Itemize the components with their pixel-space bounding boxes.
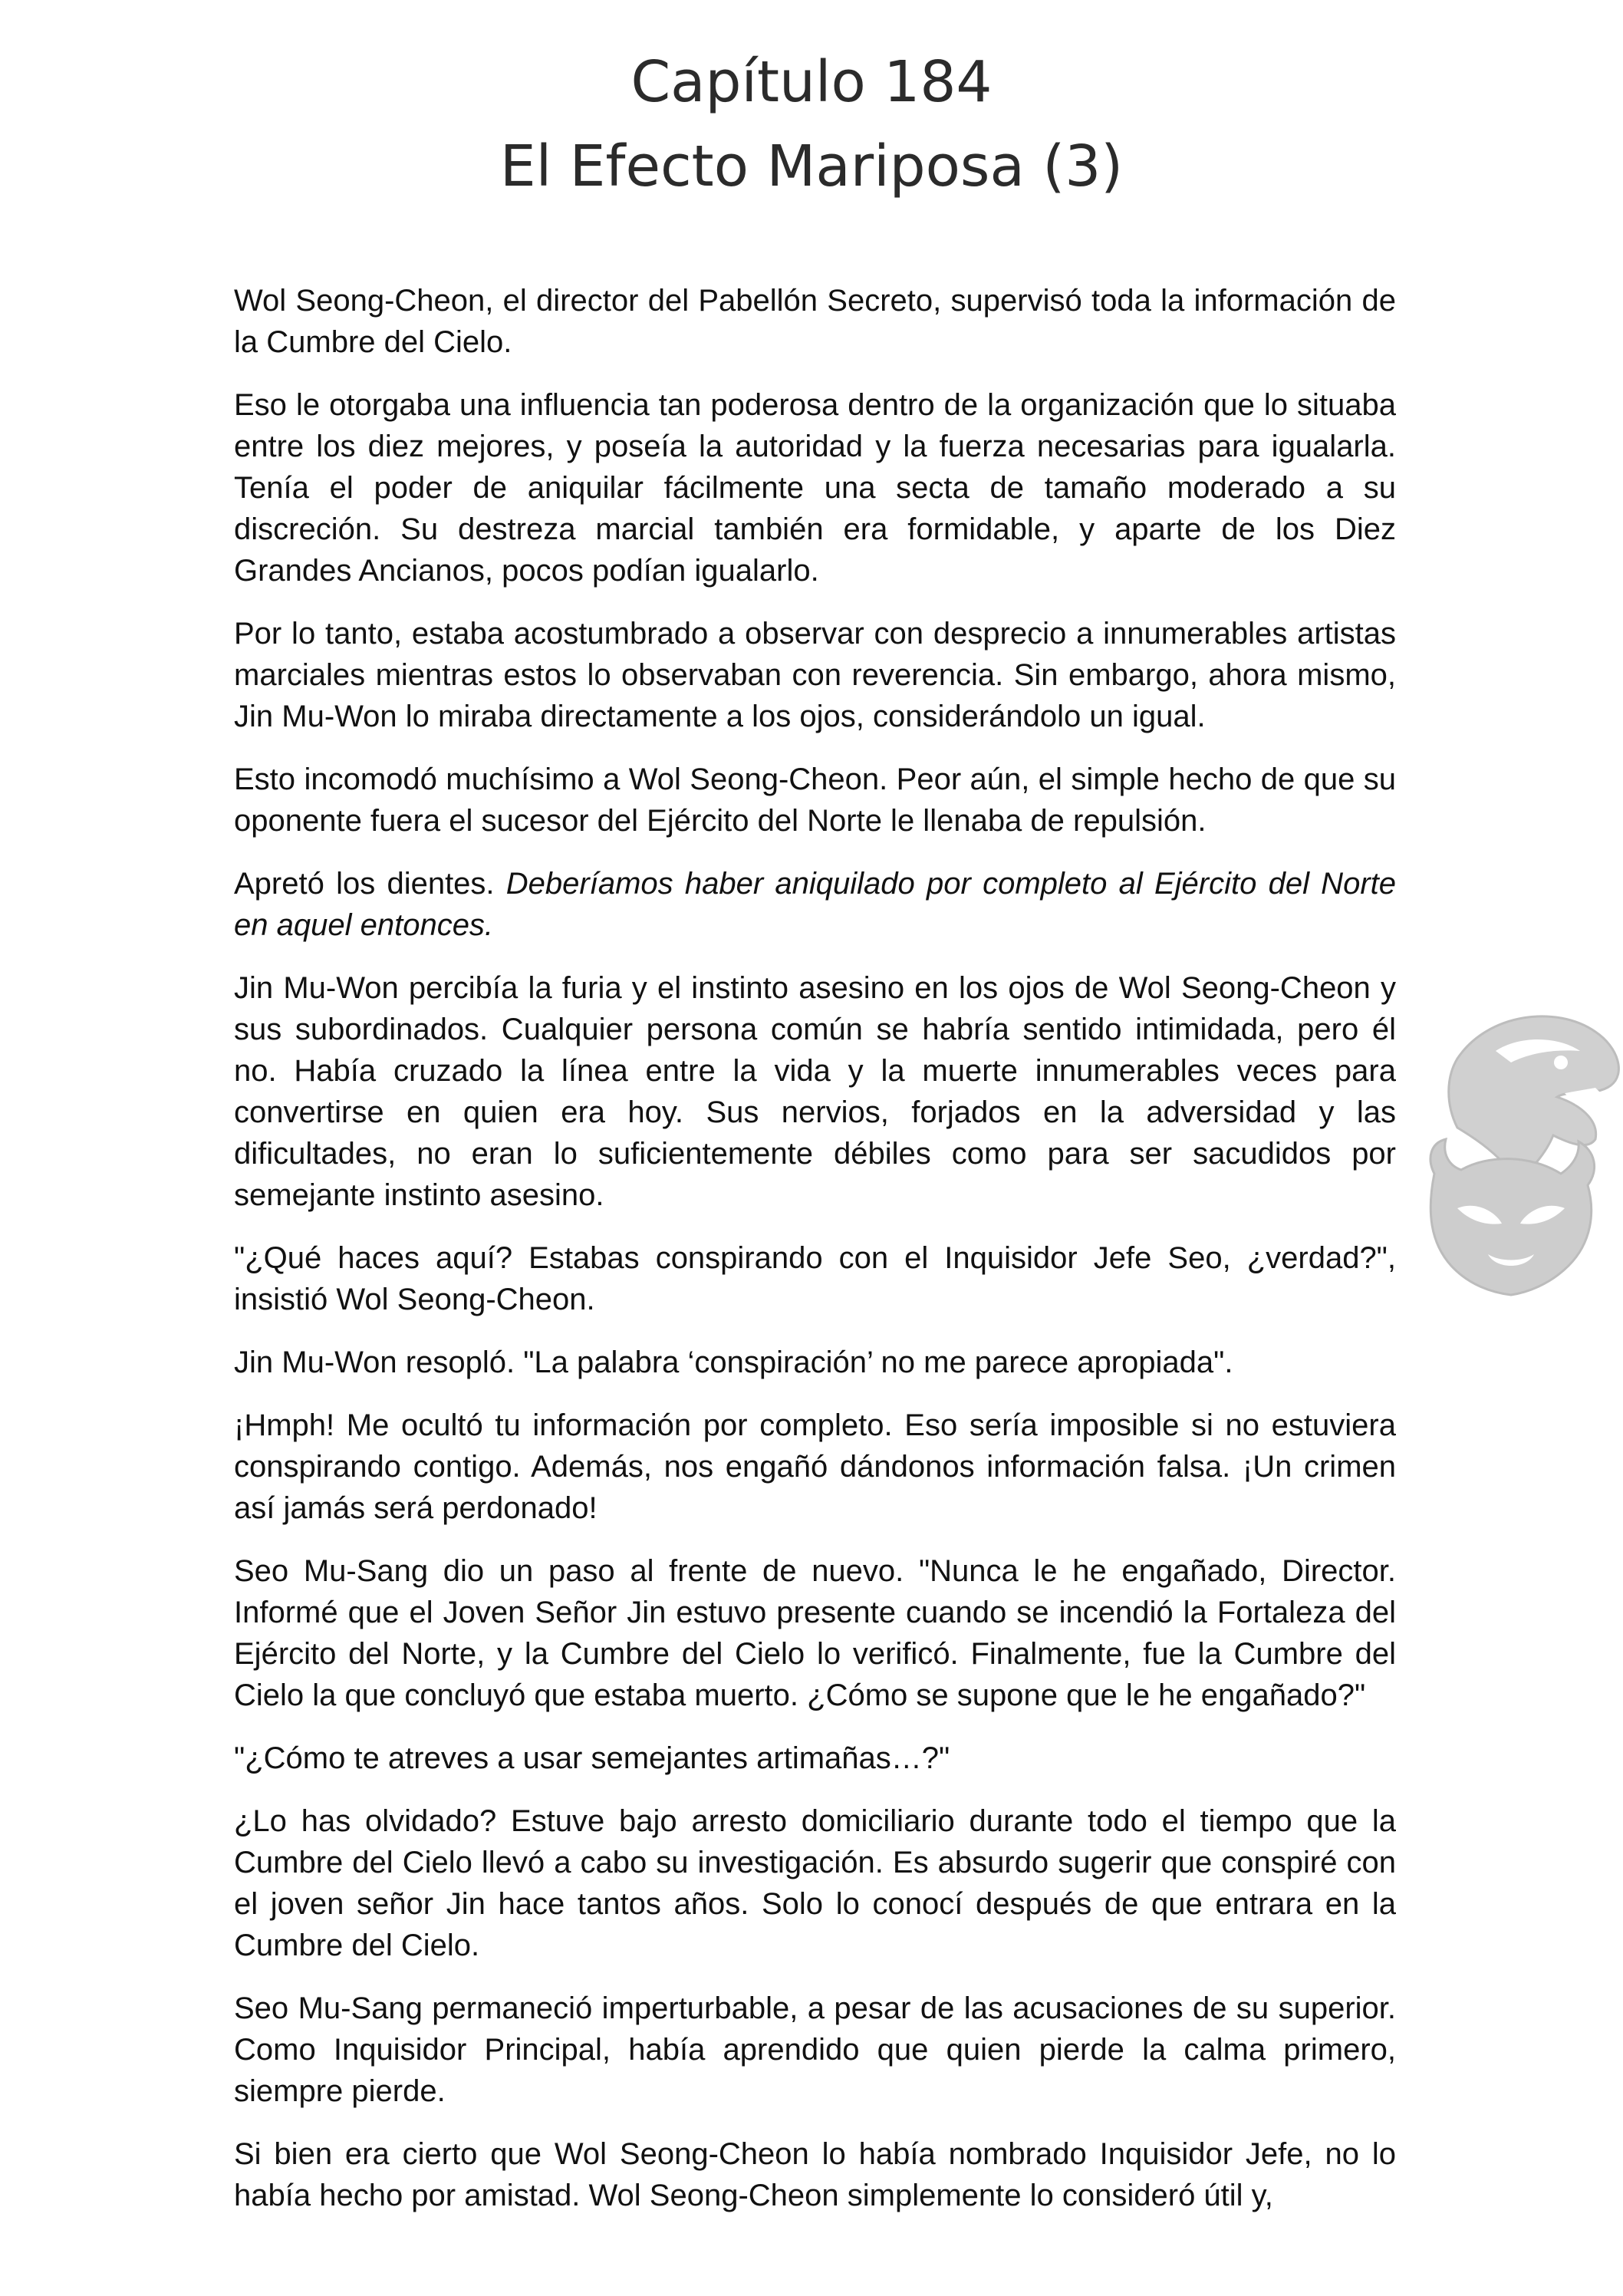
paragraph: ¿Lo has olvidado? Estuve bajo arresto domiciliario durante todo el tiempo que la Cumbre del Cielo llevó a cabo su investigación. Es absurdo sugerir que conspiré con el joven señor Jin hace tantos años. Solo lo conocí después de que entrara en la Cumbre del Cielo. <box>234 1804 1396 1962</box>
paragraph: Seo Mu-Sang permaneció imperturbable, a pesar de las acusaciones de su superior. Como Inquisidor Principal, había aprendido que quien pierde la calma primero, siempre pierde. <box>234 1991 1396 2108</box>
paragraph: Jin Mu-Won percibía la furia y el instinto asesino en los ojos de Wol Seong-Cheon y sus subordinados. Cualquier persona común se habría sentido intimidada, pero él no. Había cruzado la línea entre la vida y la muerte innumerables veces para convertirse en quien era hoy. Sus nervios, forjados en la adversidad y las dificultades, no eran lo suficientemente débiles como para ser sacudidos por semejante instinto asesino. <box>234 971 1396 1212</box>
paragraph-with-thought <box>234 863 1396 946</box>
chapter-body <box>234 280 1396 2238</box>
paragraph: Eso le otorgaba una influencia tan poderosa dentro de la organización que lo situaba entre los diez mejores, y poseía la autoridad y la fuerza necesarias para igualarla. Tenía el poder de aniquilar fácilmente una secta de tamaño moderado a su discreción. Su destreza marcial también era formidable, y aparte de los Diez Grandes Ancianos, pocos podían igualarlo. <box>234 388 1396 588</box>
dinosaur-demon-watermark-icon <box>1404 990 1623 1296</box>
paragraph: Wol Seong-Cheon, el director del Pabellón Secreto, supervisó toda la información de la Cumbre del Cielo. <box>234 284 1396 359</box>
chapter-number: Capítulo 184 <box>630 49 993 115</box>
chapter-header <box>0 40 1623 209</box>
paragraph: ¡Hmph! Me ocultó tu información por completo. Eso sería imposible si no estuviera conspirando contigo. Además, nos engañó dándonos información falsa. ¡Un crimen así jamás será perdonado! <box>234 1408 1396 1525</box>
chapter-title: El Efecto Mariposa (3) <box>499 133 1124 199</box>
paragraph: Jin Mu-Won resopló. "La palabra ‘conspiración’ no me parece apropiada". <box>234 1346 1233 1379</box>
italic-thought: Deberíamos haber aniquilado por completo al Ejército del Norte en aquel entonces. <box>234 867 1396 942</box>
paragraph: "¿Qué haces aquí? Estabas conspirando con el Inquisidor Jefe Seo, ¿verdad?", insistió Wol Seong-Cheon. <box>234 1241 1396 1316</box>
paragraph: Si bien era cierto que Wol Seong-Cheon lo había nombrado Inquisidor Jefe, no lo había hecho por amistad. Wol Seong-Cheon simplemente lo consideró útil y, <box>234 2137 1396 2212</box>
paragraph: "¿Cómo te atreves a usar semejantes artimañas…?" <box>234 1741 950 1775</box>
paragraph-lead: Apretó los dientes. <box>234 867 506 901</box>
paragraph: Seo Mu-Sang dio un paso al frente de nuevo. "Nunca le he engañado, Director. Informé que el Joven Señor Jin estuvo presente cuando se incendió la Fortaleza del Ejército del Norte, y la Cumbre del Cielo lo verificó. Finalmente, fue la Cumbre del Cielo la que concluyó que estaba muerto. ¿Cómo se supone que le he engañado?" <box>234 1554 1396 1712</box>
paragraph: Por lo tanto, estaba acostumbrado a observar con desprecio a innumerables artistas marciales mientras estos lo observaban con reverencia. Sin embargo, ahora mismo, Jin Mu-Won lo miraba directamente a los ojos, considerándolo un igual. <box>234 617 1396 733</box>
paragraph: Esto incomodó muchísimo a Wol Seong-Cheon. Peor aún, el simple hecho de que su oponente fuera el sucesor del Ejército del Norte le llenaba de repulsión. <box>234 763 1396 838</box>
